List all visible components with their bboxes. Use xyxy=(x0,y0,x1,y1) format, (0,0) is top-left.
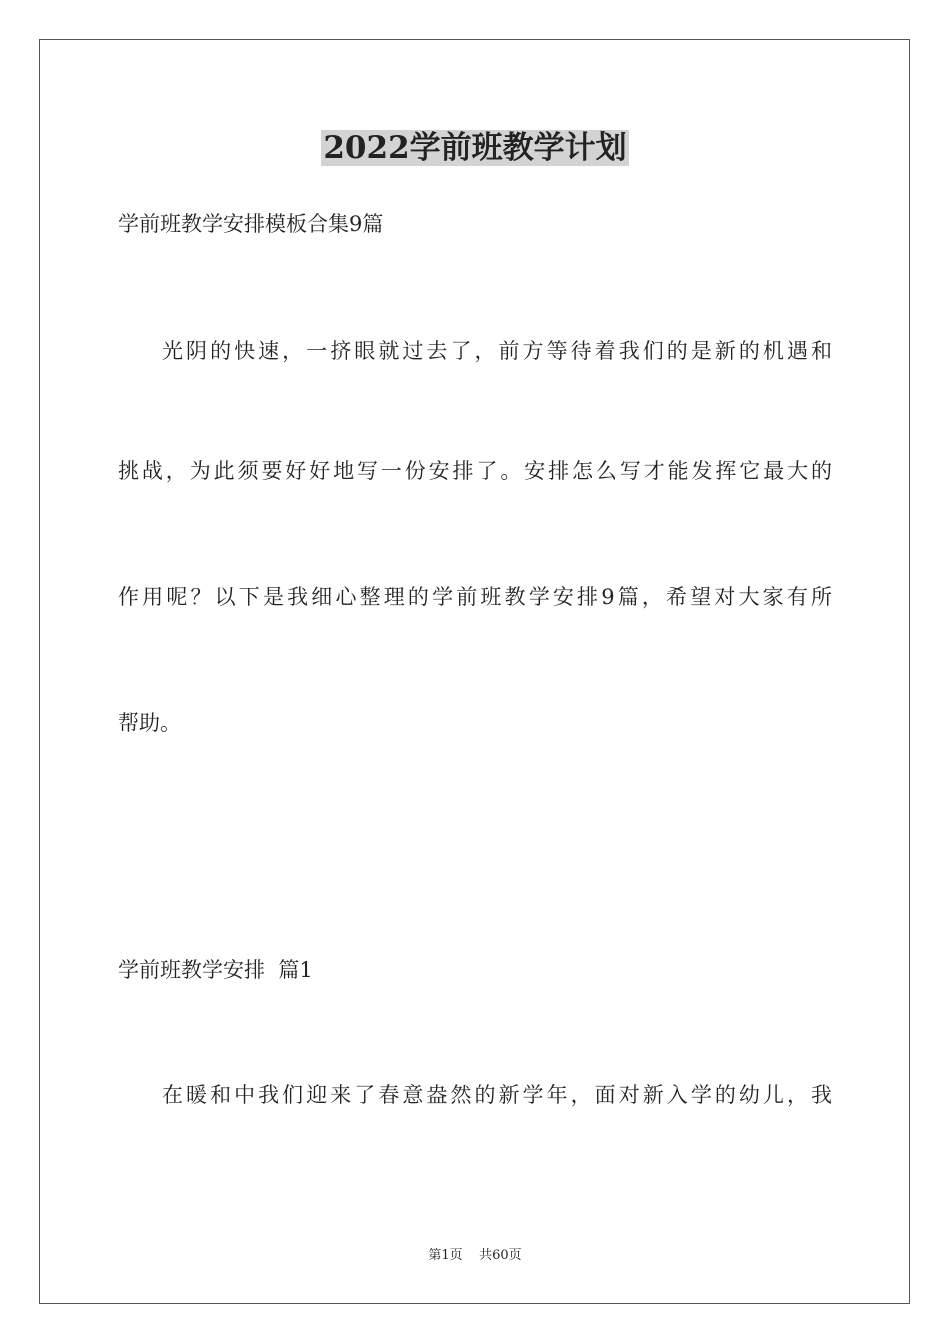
intro-paragraph-line-4: 帮助。 xyxy=(118,711,181,735)
document-title xyxy=(0,126,950,170)
document-subtitle: 学前班教学安排模板合集9篇 xyxy=(118,212,384,236)
page-number-footer: 第1页 共60页 xyxy=(428,1248,522,1263)
section-paragraph-line-1: 在暖和中我们迎来了春意盎然的新学年，面对新入学的幼儿，我 xyxy=(162,1083,832,1107)
document-title-text: 2022学前班教学计划 xyxy=(323,130,627,166)
intro-paragraph-line-2: 挑战，为此须要好好地写一份安排了。安排怎么写才能发挥它最大的 xyxy=(118,459,832,483)
section-heading: 学前班教学安排 篇1 xyxy=(118,958,313,982)
intro-paragraph-line-1: 光阴的快速，一挤眼就过去了，前方等待着我们的是新的机遇和 xyxy=(162,339,832,363)
intro-paragraph-line-3: 作用呢？以下是我细心整理的学前班教学安排9篇，希望对大家有所 xyxy=(118,585,832,609)
